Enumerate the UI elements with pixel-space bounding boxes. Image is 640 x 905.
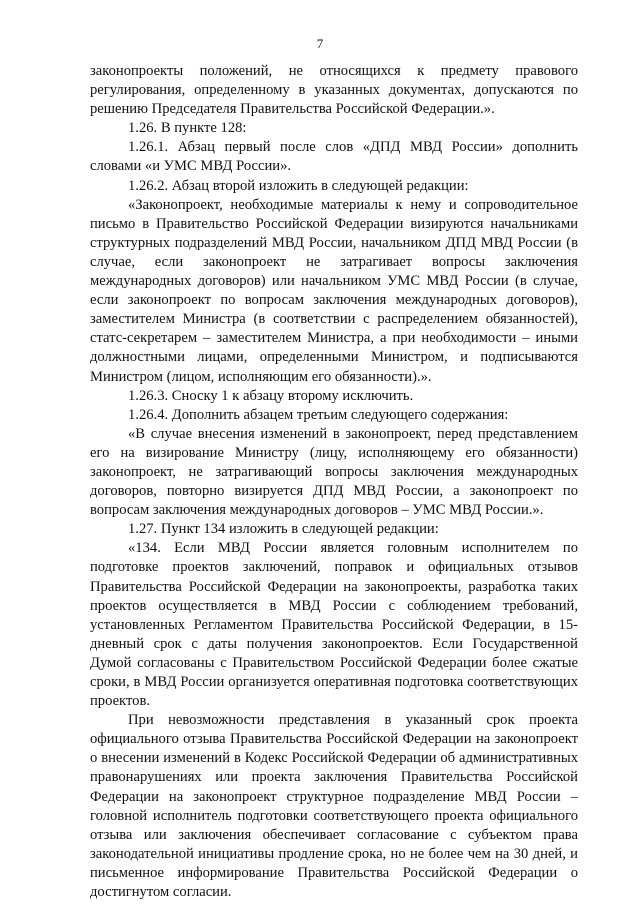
page-number: 7 [316,36,324,51]
paragraph-quote-134: «134. Если МВД России является головным исполнителем по подготовке проектов заключений, поправок и официальных отзывов Правительства Российской Федерации на законопроекты, разработка таких проектов осуществляется в МВД России с соблюдением требований, установленных Регламентом Правительства Российской Федерации, в 15-дневный срок с даты получения законопроектов. Если Государственной Думой согласованы с Правительством Российской Федерации более сжатые сроки, в МВД России организуется оперативная подготовка соответствующих проектов. [90,540,578,710]
document-body [90,62,578,902]
paragraph-continuation: законопроекты положений, не относящихся к предмету правового регулирования, определенному в указанных документах, допускаются по решению Председателя Правительства Российской Федерации.». [90,63,578,118]
paragraph-item-1-27: 1.27. Пункт 134 изложить в следующей редакции: [128,521,439,538]
paragraph-item-1-26: 1.26. В пункте 128: [128,120,247,137]
paragraph-item-1-26-2: 1.26.2. Абзац второй изложить в следующей редакции: [128,177,469,194]
paragraph-quote-zakonoproekt: «Законопроект, необходимые материалы к нему и сопроводительное письмо в Правительство Российской Федерации визируются начальниками структурных подразделений МВД России, начальником ДПД МВД России (в случае, если законопроект не затрагивает вопросы заключения международных договоров) или начальником УМС МВД России (в случае, если законопроект по вопросам заключения международных договоров), заместителем Министра (в соответствии с распределением обязанностей), статс-секретарем – заместителем Министра, а при необходимости – иными должностными лицами, определенными Министром, и подписываются Министром (лицом, исполняющим его обязанности).». [90,196,578,385]
paragraph-item-1-26-3: 1.26.3. Сноску 1 к абзацу второму исключить. [128,387,414,404]
paragraph-item-1-26-1: 1.26.1. Абзац первый после слов «ДПД МВД России» дополнить словами «и УМС МВД России». [90,139,578,175]
paragraph-nevozmozhnost: При невозможности представления в указанный срок проекта официального отзыва Правительства Российской Федерации на законопроект о внесении изменений в Кодекс Российской Федерации об административных правонарушениях или проекта заключения Правительства Российской Федерации на законопроект структурное подразделение МВД России – головной исполнитель подготовки соответствующего проекта официального отзыва или заключения обеспечивает согласование с субъектом права законодательной инициативы продление срока, но не более чем на 30 дней, и письменное информирование Правительства Российской Федерации о достигнутом согласии. [90,712,578,901]
paragraph-item-1-26-4: 1.26.4. Дополнить абзацем третьим следующего содержания: [128,406,509,423]
paragraph-quote-izmeneniya: «В случае внесения изменений в законопроект, перед представлением его на визирование Министру (лицу, исполняющему его обязанности) законопроект, не затрагивающий вопросы заключения международных договоров, повторно визируется ДПД МВД России, а законопроект по вопросам заключения международных договоров – УМС МВД России.». [90,425,578,519]
